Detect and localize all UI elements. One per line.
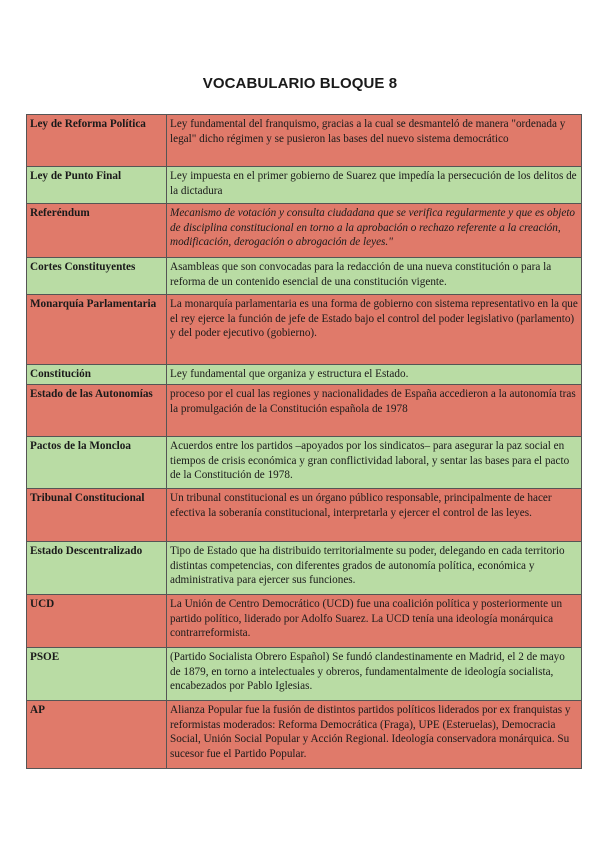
definition-cell: Ley fundamental del franquismo, gracias a la cual se desmanteló de manera "ordenada y legal" dicho régimen y se pusieron las bases del nuevo sistema democrático <box>167 115 582 167</box>
term-cell: Constitución <box>27 365 167 385</box>
definition-cell: (Partido Socialista Obrero Español) Se fundó clandestinamente en Madrid, el 2 de mayo de 1879, en torno a intelectuales y obreros, fundamentalmente de ideología socialista, encabezados por Pablo Iglesias. <box>167 648 582 701</box>
definition-cell: Mecanismo de votación y consulta ciudadana que se verifica regularmente y que es objeto de disciplina constitucional en torno a la aprobación o rechazo referente a la creación, modificación, derogación o abrogación de leyes." <box>167 204 582 258</box>
table-row <box>27 489 582 542</box>
table-row <box>27 258 582 295</box>
definition-cell: proceso por el cual las regiones y nacionalidades de España accedieron a la autonomía tras la promulgación de la Constitución española de 1978 <box>167 385 582 437</box>
term-cell: UCD <box>27 595 167 648</box>
definition-cell: Alianza Popular fue la fusión de distintos partidos políticos liderados por ex franquistas y reformistas moderados: Reforma Democrática (Fraga), UPE (Esteruelas), Democracia Social, Unión Social Popular y Acción Regional. Ideología conservadora monárquica. Su sucesor fue el Partido Popular. <box>167 701 582 769</box>
term-cell: Tribunal Constitucional <box>27 489 167 542</box>
term-cell: Pactos de la Moncloa <box>27 437 167 489</box>
table-row <box>27 204 582 258</box>
definition-cell: Asambleas que son convocadas para la redacción de una nueva constitución o para la reforma de un contenido esencial de una constitución vigente. <box>167 258 582 295</box>
table-row <box>27 701 582 769</box>
definition-cell: La monarquía parlamentaria es una forma de gobierno con sistema representativo en la que el rey ejerce la función de jefe de Estado bajo el control del poder legislativo (parlamento) y del poder ejecutivo (gobierno). <box>167 295 582 365</box>
table-row <box>27 437 582 489</box>
table-row <box>27 648 582 701</box>
term-cell: AP <box>27 701 167 769</box>
page-title: VOCABULARIO BLOQUE 8 <box>202 75 398 92</box>
definition-cell: Acuerdos entre los partidos –apoyados por los sindicatos– para asegurar la paz social en tiempos de crisis económica y gran conflictividad laboral, y sentar las bases para el pacto de la Constitución de 1978. <box>167 437 582 489</box>
definition-cell: Ley fundamental que organiza y estructura el Estado. <box>167 365 582 385</box>
term-cell: Monarquía Parlamentaria <box>27 295 167 365</box>
definition-cell: La Unión de Centro Democrático (UCD) fue una coalición política y posteriormente un partido político, liderado por Adolfo Suarez. La UCD tenía una ideología monárquica contrarreformista. <box>167 595 582 648</box>
table-row <box>27 595 582 648</box>
table-row <box>27 167 582 204</box>
table-row <box>27 295 582 365</box>
table-row <box>27 385 582 437</box>
definition-cell: Ley impuesta en el primer gobierno de Suarez que impedía la persecución de los delitos de la dictadura <box>167 167 582 204</box>
term-cell: Cortes Constituyentes <box>27 258 167 295</box>
term-cell: Estado Descentralizado <box>27 542 167 595</box>
table-row <box>27 365 582 385</box>
term-cell: Ley de Reforma Política <box>27 115 167 167</box>
table-row <box>27 542 582 595</box>
term-cell: Estado de las Autonomías <box>27 385 167 437</box>
term-cell: Ley de Punto Final <box>27 167 167 204</box>
vocabulary-table <box>26 114 582 769</box>
definition-cell: Tipo de Estado que ha distribuido territorialmente su poder, delegando en cada territorio distintas competencias, con diferentes grados de autonomía política, económica y administrativa para ejercer sus funciones. <box>167 542 582 595</box>
term-cell: Referéndum <box>27 204 167 258</box>
table-row <box>27 115 582 167</box>
definition-cell: Un tribunal constitucional es un órgano público responsable, principalmente de hacer efectiva la soberanía constitucional, interpretarla y ejercer el control de las leyes. <box>167 489 582 542</box>
term-cell: PSOE <box>27 648 167 701</box>
